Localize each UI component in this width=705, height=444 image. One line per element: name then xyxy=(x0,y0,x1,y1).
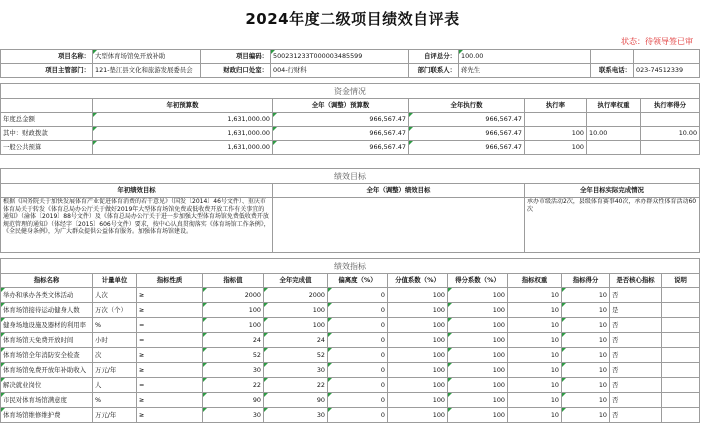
indicator-score-coef: 100 xyxy=(448,363,508,378)
funds-row-label: 其中：财政拨款 xyxy=(1,127,93,141)
indicator-core: 否 xyxy=(610,408,662,423)
funds-score xyxy=(641,113,700,127)
phone-value: 023-74512339 xyxy=(634,64,700,78)
indicator-unit: 人 xyxy=(93,378,137,393)
indicator-score-coef: 100 xyxy=(448,288,508,303)
indicator-weight: 10 xyxy=(508,288,562,303)
funds-rate: 100 xyxy=(525,141,587,155)
indicator-header-coef: 分值系数（%） xyxy=(388,274,448,288)
project-name-label: 项目名称： xyxy=(1,50,93,64)
funds-weight xyxy=(587,141,641,155)
indicator-header-core: 是否核心指标 xyxy=(610,274,662,288)
indicator-deviation: 0 xyxy=(328,318,388,333)
status-badge: 状态：待领导签已审 xyxy=(621,37,693,46)
indicator-note xyxy=(662,363,700,378)
indicator-row xyxy=(1,378,700,393)
indicator-score-coef: 100 xyxy=(448,393,508,408)
indicator-score-coef: 100 xyxy=(448,378,508,393)
indicator-note xyxy=(662,333,700,348)
indicator-score-coef: 100 xyxy=(448,408,508,423)
finance-value: 004-行财科 xyxy=(271,64,409,78)
indicator-note xyxy=(662,378,700,393)
indicator-header-name: 指标名称 xyxy=(1,274,93,288)
indicator-note xyxy=(662,348,700,363)
funds-initial: 1,631,000.00 xyxy=(93,127,273,141)
funds-header-executed: 全年执行数 xyxy=(409,99,525,113)
indicator-deviation: 0 xyxy=(328,393,388,408)
actual-completion-text: 承办市级活动2次，县级体育赛事40次，承办群众性体育活动60次 xyxy=(525,198,700,253)
indicator-coef: 100 xyxy=(388,303,448,318)
indicator-actual: 52 xyxy=(264,348,328,363)
goals-header-adjusted: 全年（调整）绩效目标 xyxy=(273,184,525,198)
indicator-actual: 90 xyxy=(264,393,328,408)
indicator-target: 22 xyxy=(203,378,264,393)
indicator-nature: ≥ xyxy=(137,363,203,378)
funds-header-initial: 年初预算数 xyxy=(93,99,273,113)
indicator-nature: = xyxy=(137,378,203,393)
indicator-weight: 10 xyxy=(508,363,562,378)
indicator-score: 10 xyxy=(562,378,610,393)
goals-table xyxy=(0,168,700,253)
indicator-weight: 10 xyxy=(508,378,562,393)
initial-goal-content: 根据《国务院关于加快发展体育产业促进体育消费的若干意见》（国发〔2014〕46号文件）、重庆市体育局关于转发《体育总局办公厅关于做好2019年大型体育场馆免费或低收费开放工作有关事宜的通知》（渝体〔2019〕88号文件）及《体育总局办公厅关于进一步加强大型体育场馆免费低收费开放规范管理的通知》（体经字〔2015〕606号文件）要求，按中心认真贯彻落实《体育场馆工作条例》，《全民健身条例》，为广大群众提供公益体育服务。加强体育场馆建设。 xyxy=(3,198,270,236)
funds-section-title: 资金情况 xyxy=(1,84,700,99)
indicator-core: 否 xyxy=(610,393,662,408)
indicator-coef: 100 xyxy=(388,408,448,423)
indicator-coef: 100 xyxy=(388,318,448,333)
indicator-name: 健身场地设施及器材的利用率 xyxy=(1,318,93,333)
indicator-score-coef: 100 xyxy=(448,333,508,348)
indicator-unit: % xyxy=(93,393,137,408)
adjusted-goal-text xyxy=(273,198,525,253)
indicator-score: 10 xyxy=(562,288,610,303)
indicator-note xyxy=(662,318,700,333)
indicator-row xyxy=(1,288,700,303)
indicator-deviation: 0 xyxy=(328,288,388,303)
funds-weight xyxy=(587,113,641,127)
dept-value: 121-垫江县文化和旅游发展委员会 xyxy=(93,64,201,78)
finance-label: 财政归口处室： xyxy=(201,64,271,78)
indicator-target: 2000 xyxy=(203,288,264,303)
indicator-actual: 24 xyxy=(264,333,328,348)
indicator-target: 52 xyxy=(203,348,264,363)
indicator-deviation: 0 xyxy=(328,363,388,378)
indicator-nature: = xyxy=(137,333,203,348)
indicator-weight: 10 xyxy=(508,303,562,318)
indicator-weight: 10 xyxy=(508,408,562,423)
indicator-row xyxy=(1,333,700,348)
funds-rate: 100 xyxy=(525,127,587,141)
indicator-nature: ≥ xyxy=(137,303,203,318)
indicator-coef: 100 xyxy=(388,393,448,408)
indicator-core: 否 xyxy=(610,363,662,378)
indicator-name: 解决就业岗位 xyxy=(1,378,93,393)
indicator-core: 否 xyxy=(610,288,662,303)
funds-score xyxy=(641,141,700,155)
initial-goal-text xyxy=(1,198,273,253)
indicator-actual: 100 xyxy=(264,318,328,333)
indicator-weight: 10 xyxy=(508,318,562,333)
indicator-nature: ≥ xyxy=(137,408,203,423)
funds-initial: 1,631,000.00 xyxy=(93,141,273,155)
funds-header-score: 执行率得分 xyxy=(641,99,700,113)
funds-executed: 966,567.47 xyxy=(409,127,525,141)
goals-header-actual: 全年目标实际完成情况 xyxy=(525,184,700,198)
funds-adjusted: 966,567.47 xyxy=(273,127,409,141)
funds-weight: 10.00 xyxy=(587,127,641,141)
indicator-unit: 小时 xyxy=(93,333,137,348)
indicator-name: 体育场馆天免费开放时间 xyxy=(1,333,93,348)
indicator-nature: = xyxy=(137,318,203,333)
indicator-unit: % xyxy=(93,318,137,333)
info-empty-cell xyxy=(634,50,700,64)
indicator-row xyxy=(1,393,700,408)
indicator-note xyxy=(662,288,700,303)
indicator-score: 10 xyxy=(562,408,610,423)
indicator-target: 100 xyxy=(203,318,264,333)
indicator-core: 否 xyxy=(610,318,662,333)
project-code-value: 500231233T000003485599 xyxy=(271,50,409,64)
indicator-row xyxy=(1,363,700,378)
funds-table xyxy=(0,83,700,155)
indicator-name: 体育场馆全年消防安全检查 xyxy=(1,348,93,363)
indicator-coef: 100 xyxy=(388,288,448,303)
project-code-label: 项目编码： xyxy=(201,50,271,64)
indicator-actual: 22 xyxy=(264,378,328,393)
indicator-coef: 100 xyxy=(388,378,448,393)
indicator-header-nature: 指标性质 xyxy=(137,274,203,288)
indicator-name: 市民对体育场馆满意度 xyxy=(1,393,93,408)
indicator-nature: ≥ xyxy=(137,288,203,303)
indicator-unit: 万元/年 xyxy=(93,363,137,378)
funds-initial: 1,631,000.00 xyxy=(93,113,273,127)
indicator-score: 10 xyxy=(562,363,610,378)
indicator-header-note: 说明 xyxy=(662,274,700,288)
indicator-row xyxy=(1,303,700,318)
funds-header-blank xyxy=(1,99,93,113)
indicator-score-coef: 100 xyxy=(448,348,508,363)
contact-label: 部门联系人： xyxy=(409,64,459,78)
funds-adjusted: 966,567.47 xyxy=(273,113,409,127)
indicator-target: 90 xyxy=(203,393,264,408)
indicator-score: 10 xyxy=(562,393,610,408)
phone-label: 联系电话： xyxy=(591,64,634,78)
indicator-coef: 100 xyxy=(388,363,448,378)
indicator-header-weight: 指标权重 xyxy=(508,274,562,288)
indicator-note xyxy=(662,393,700,408)
indicator-header-actual: 全年完成值 xyxy=(264,274,328,288)
indicator-deviation: 0 xyxy=(328,408,388,423)
indicator-score-coef: 100 xyxy=(448,303,508,318)
indicator-core: 否 xyxy=(610,378,662,393)
self-score-label: 自评总分： xyxy=(409,50,459,64)
project-info-table xyxy=(0,49,700,78)
indicator-row xyxy=(1,318,700,333)
goals-section-title: 绩效目标 xyxy=(1,169,700,184)
indicator-score: 10 xyxy=(562,318,610,333)
indicator-unit: 次 xyxy=(93,348,137,363)
project-name-value: 大型体育场馆免开放补助 xyxy=(93,50,201,64)
indicator-target: 30 xyxy=(203,363,264,378)
funds-header-adjusted: 全年（调整）预算数 xyxy=(273,99,409,113)
contact-value: 蒋先生 xyxy=(459,64,591,78)
funds-executed: 966,567.47 xyxy=(409,113,525,127)
indicator-nature: ≥ xyxy=(137,393,203,408)
indicator-deviation: 0 xyxy=(328,348,388,363)
indicator-core: 否 xyxy=(610,348,662,363)
indicator-deviation: 0 xyxy=(328,378,388,393)
indicator-weight: 10 xyxy=(508,333,562,348)
info-empty-cell xyxy=(591,50,634,64)
funds-row xyxy=(1,113,700,127)
indicator-unit: 万次（个） xyxy=(93,303,137,318)
indicator-score: 10 xyxy=(562,348,610,363)
dept-label: 项目主管部门： xyxy=(1,64,93,78)
funds-row-label: 一般公共预算 xyxy=(1,141,93,155)
indicator-core: 是 xyxy=(610,303,662,318)
funds-adjusted: 966,567.47 xyxy=(273,141,409,155)
funds-row xyxy=(1,141,700,155)
indicator-name: 体育场馆接待运动健身人数 xyxy=(1,303,93,318)
indicator-deviation: 0 xyxy=(328,303,388,318)
indicator-row xyxy=(1,408,700,423)
funds-header-weight: 执行率权重 xyxy=(587,99,641,113)
indicator-actual: 30 xyxy=(264,408,328,423)
indicator-score: 10 xyxy=(562,303,610,318)
indicator-score-coef: 100 xyxy=(448,318,508,333)
indicator-note xyxy=(662,408,700,423)
indicator-name: 体育场馆维修维护费 xyxy=(1,408,93,423)
indicator-actual: 2000 xyxy=(264,288,328,303)
indicator-target: 24 xyxy=(203,333,264,348)
indicator-actual: 100 xyxy=(264,303,328,318)
indicator-header-deviation: 偏离度（%） xyxy=(328,274,388,288)
indicator-score: 10 xyxy=(562,333,610,348)
indicator-unit: 万元/年 xyxy=(93,408,137,423)
indicator-header-score-coef: 得分系数（%） xyxy=(448,274,508,288)
indicator-header-score: 指标得分 xyxy=(562,274,610,288)
indicator-actual: 30 xyxy=(264,363,328,378)
indicator-target: 100 xyxy=(203,303,264,318)
indicator-nature: ≥ xyxy=(137,348,203,363)
indicators-section-title: 绩效指标 xyxy=(1,259,700,274)
indicator-coef: 100 xyxy=(388,348,448,363)
page-title: 2024年度二级项目绩效自评表 xyxy=(245,10,460,28)
indicator-weight: 10 xyxy=(508,393,562,408)
indicator-deviation: 0 xyxy=(328,333,388,348)
indicator-name: 体育场馆免费开放年补助收入 xyxy=(1,363,93,378)
indicator-target: 30 xyxy=(203,408,264,423)
self-score-value: 100.00 xyxy=(459,50,591,64)
funds-row-label: 年度总金额 xyxy=(1,113,93,127)
indicator-note xyxy=(662,303,700,318)
funds-row xyxy=(1,127,700,141)
funds-header-rate: 执行率 xyxy=(525,99,587,113)
indicator-core: 否 xyxy=(610,333,662,348)
funds-rate xyxy=(525,113,587,127)
indicator-weight: 10 xyxy=(508,348,562,363)
indicator-coef: 100 xyxy=(388,333,448,348)
indicator-header-unit: 计量单位 xyxy=(93,274,137,288)
indicators-table xyxy=(0,258,700,423)
indicator-name: 举办和承办各类文体活动 xyxy=(1,288,93,303)
goals-header-initial: 年初绩效目标 xyxy=(1,184,273,198)
indicator-header-target: 指标值 xyxy=(203,274,264,288)
funds-executed: 966,567.47 xyxy=(409,141,525,155)
indicator-row xyxy=(1,348,700,363)
funds-score: 10.00 xyxy=(641,127,700,141)
indicator-unit: 人次 xyxy=(93,288,137,303)
